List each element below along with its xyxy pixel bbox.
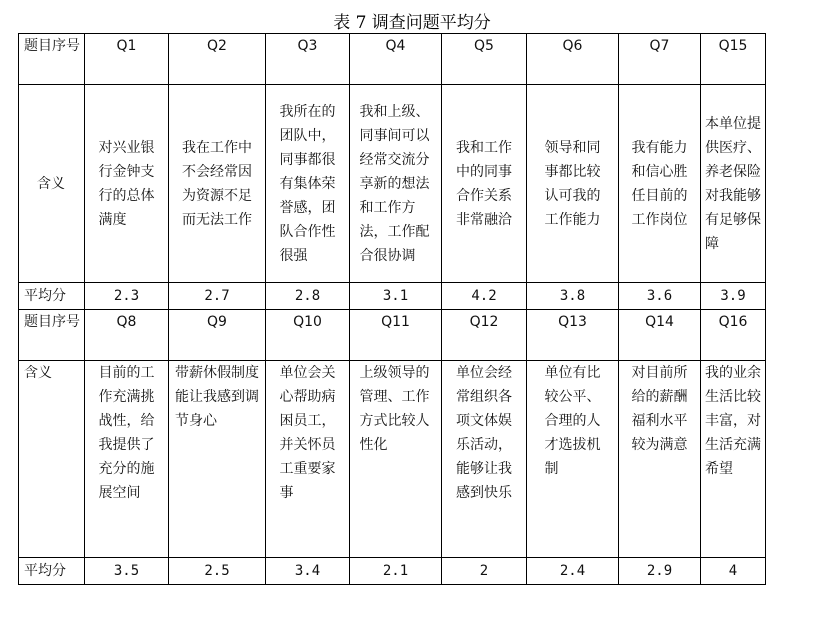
question-id: Q7 (619, 34, 701, 85)
question-id: Q6 (527, 34, 619, 85)
average-score-row (19, 558, 766, 585)
table-caption: 表 7 调查问题平均分 (333, 13, 491, 33)
average-label: 平均分 (19, 558, 85, 585)
question-id: Q9 (169, 310, 266, 361)
meaning-cell (266, 85, 350, 283)
average-score: 3.1 (350, 283, 442, 310)
average-label: 平均分 (19, 283, 85, 310)
average-score: 2.4 (527, 558, 619, 585)
meaning-text: 我和上级、同事间可以经常交流分享新的想法和工作方法，工作配合很协调 (359, 103, 430, 264)
question-id: Q1 (85, 34, 169, 85)
meaning-cell (527, 85, 619, 283)
average-score: 2.5 (169, 558, 266, 585)
meaning-cell (169, 85, 266, 283)
meaning-cell (85, 361, 169, 558)
meaning-text: 我所在的团队中，同事都很有集体荣誉感，团队合作性很强 (279, 103, 336, 264)
average-score: 2 (442, 558, 527, 585)
meaning-cell (527, 361, 619, 558)
average-score: 2.8 (266, 283, 350, 310)
question-id: Q14 (619, 310, 701, 361)
question-number-row (19, 34, 766, 85)
meaning-cell (350, 361, 442, 558)
question-id: Q12 (442, 310, 527, 361)
meaning-cell (169, 361, 266, 558)
meaning-row (19, 85, 766, 283)
average-score: 4.2 (442, 283, 527, 310)
question-id: Q4 (350, 34, 442, 85)
question-id: Q5 (442, 34, 527, 85)
average-score: 2.1 (350, 558, 442, 585)
meaning-cell (266, 361, 350, 558)
meaning-label: 含义 (19, 85, 85, 283)
meaning-cell (701, 361, 766, 558)
question-number-label: 题目序号 (19, 34, 85, 85)
question-id: Q8 (85, 310, 169, 361)
meaning-text: 领导和同事都比较认可我的工作能力 (544, 139, 601, 228)
meaning-cell (619, 361, 701, 558)
meaning-cell (701, 85, 766, 283)
meaning-text: 对兴业银行金钟支行的总体满度 (98, 139, 155, 228)
average-score: 3.6 (619, 283, 701, 310)
question-id: Q16 (701, 310, 766, 361)
meaning-cell (350, 85, 442, 283)
question-id: Q2 (169, 34, 266, 85)
average-score: 2.7 (169, 283, 266, 310)
meaning-text: 我有能力和信心胜任目前的工作岗位 (631, 139, 688, 228)
meaning-cell (442, 361, 527, 558)
meaning-label: 含义 (19, 361, 85, 558)
meaning-text: 上级领导的管理、工作方式比较人性化 (359, 365, 430, 453)
average-score-row (19, 283, 766, 310)
question-id: Q15 (701, 34, 766, 85)
meaning-cell (85, 85, 169, 283)
average-score: 3.9 (701, 283, 766, 310)
meaning-text: 我的业余生活比较丰富，对生活充满希望 (705, 365, 761, 477)
question-number-row (19, 310, 766, 361)
meaning-text: 我在工作中不会经常因为资源不足而无法工作 (182, 139, 252, 228)
meaning-cell (442, 85, 527, 283)
average-score: 3.8 (527, 283, 619, 310)
meaning-text: 单位有比较公平、合理的人才选拔机制 (544, 365, 601, 477)
meaning-row (19, 361, 766, 558)
question-id: Q10 (266, 310, 350, 361)
average-score: 3.4 (266, 558, 350, 585)
question-id: Q13 (527, 310, 619, 361)
meaning-text: 我和工作中的同事合作关系非常融洽 (456, 139, 512, 228)
meaning-text: 带薪休假制度能让我感到调节身心 (175, 365, 259, 429)
average-score: 2.3 (85, 283, 169, 310)
question-number-label: 题目序号 (19, 310, 85, 361)
meaning-text: 对目前所给的薪酬福利水平较为满意 (631, 365, 688, 453)
average-score: 3.5 (85, 558, 169, 585)
meaning-text: 单位会经常组织各项文体娱乐活动，能够让我感到快乐 (456, 365, 512, 501)
average-score: 2.9 (619, 558, 701, 585)
question-id: Q11 (350, 310, 442, 361)
average-score: 4 (701, 558, 766, 585)
question-id: Q3 (266, 34, 350, 85)
meaning-text: 目前的工作充满挑战性，给我提供了充分的施展空间 (98, 365, 155, 501)
meaning-text: 单位会关心帮助病困员工，并关怀员工重要家事 (279, 365, 336, 501)
meaning-text: 本单位提供医疗、养老保险对我能够有足够保障 (705, 115, 761, 252)
meaning-cell (619, 85, 701, 283)
survey-score-table (18, 33, 766, 585)
